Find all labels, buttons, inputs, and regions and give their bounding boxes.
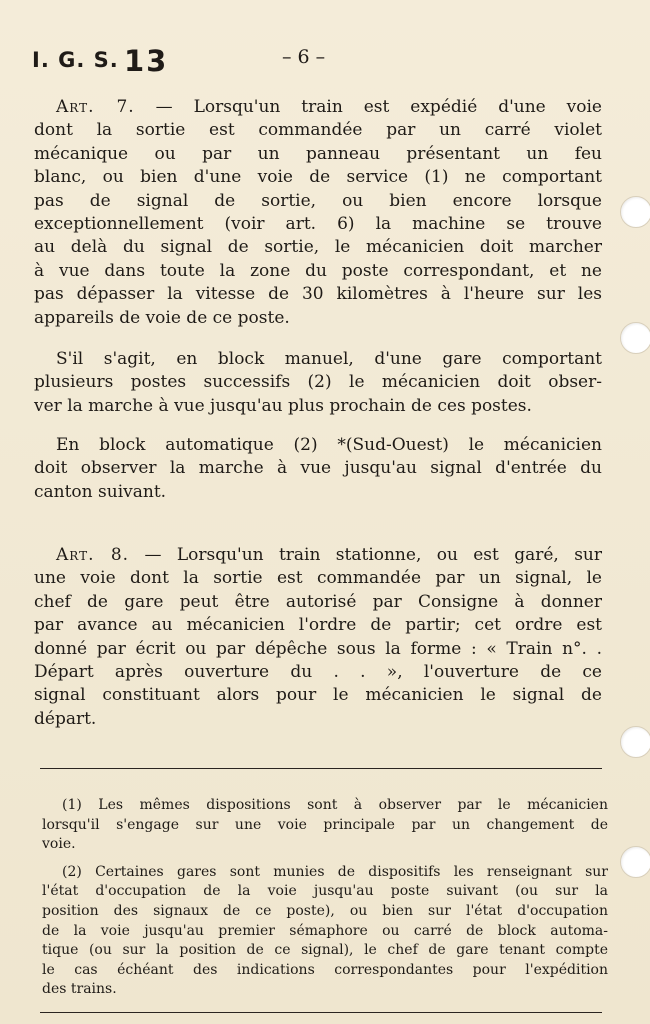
article-7-paragraph-3: [34, 434, 602, 504]
footnote-1-line: voie.: [42, 836, 76, 853]
article-7-line: Art. 7. — Lorsqu'un train est expédié d'une voie: [56, 97, 602, 117]
article-8-line: par avance au mécanicien l'ordre de partir; cet ordre est: [34, 615, 602, 636]
paragraph-line: ver la marche à vue jusqu'au plus prochain de ces postes.: [34, 395, 532, 416]
bottom-rule: [40, 1012, 602, 1013]
document-code: I. G. S.: [32, 48, 119, 72]
footnote-2-line: le cas échéant des indications correspondantes pour l'expédition: [42, 961, 608, 978]
footnotes: [42, 796, 608, 1000]
article-8: [34, 544, 602, 731]
article-8-line: signal constituant alors pour le mécanicien le signal de: [34, 685, 602, 706]
article-8-line: donné par écrit ou par dépêche sous la forme : « Train n°. .: [34, 638, 602, 659]
article-7-line: exceptionnellement (voir art. 6) la machine se trouve: [34, 214, 602, 235]
article-7-line: blanc, ou bien d'une voie de service (1) ne comportant: [34, 167, 602, 188]
article-8-line: Art. 8. — Lorsqu'un train stationne, ou est garé, sur: [56, 545, 602, 565]
article-8-line: chef de gare peut être autorisé par Consigne à donner: [34, 591, 602, 612]
article-7-line: pas dépasser la vitesse de 30 kilomètres à l'heure sur les: [34, 284, 602, 305]
paragraph-line: canton suivant.: [34, 481, 167, 502]
footnote-2-line: (2) Certaines gares sont munies de dispositifs les renseignant sur: [62, 863, 608, 880]
footnote-1-line: lorsqu'il s'engage sur une voie principale par un changement de: [42, 816, 608, 833]
page-header: [32, 44, 592, 84]
footnote-2-line: tique (ou sur la position de ce signal), le chef de gare tenant compte: [42, 942, 608, 959]
article-8-line: une voie dont la sortie est commandée par un signal, le: [34, 568, 602, 589]
punch-hole: [620, 322, 650, 354]
article-7-line: à vue dans toute la zone du poste correspondant, et ne: [34, 260, 602, 281]
article-8-line: Départ après ouverture du . . », l'ouverture de ce: [34, 662, 602, 683]
article-7-line: dont la sortie est commandée par un carré violet: [34, 120, 602, 141]
article-7-line: mécanique ou par un panneau présentant un feu: [34, 143, 602, 164]
article-7-paragraph-2: [34, 348, 602, 418]
footnote-2-line: de la voie jusqu'au premier sémaphore ou carré de block automa-: [42, 922, 608, 939]
article-7-label: Art. 7.: [56, 97, 135, 117]
footnote-1-line: (1) Les mêmes dispositions sont à observer par le mécanicien: [62, 797, 608, 813]
punch-hole: [620, 726, 650, 758]
article-7-line: pas de signal de sortie, ou bien encore lorsque: [34, 190, 602, 211]
article-8-label: Art. 8.: [56, 545, 130, 565]
page-number: – 6 –: [282, 46, 326, 68]
footnote-2-line: l'état d'occupation de la voie jusqu'au poste suivant (ou sur la: [42, 883, 608, 900]
footnote-2-line: des trains.: [42, 981, 117, 998]
paragraph-line: doit observer la marche à vue jusqu'au signal d'entrée du: [34, 458, 602, 479]
paragraph-line: S'il s'agit, en block manuel, d'une gare comportant: [56, 349, 602, 369]
footnote-2-line: position des signaux de ce poste), ou bien sur l'état d'occupation: [42, 902, 608, 919]
article-7-line: au delà du signal de sortie, le mécanicien doit marcher: [34, 237, 602, 258]
article-7-line: appareils de voie de ce poste.: [34, 307, 290, 328]
document-number: 13: [124, 44, 169, 78]
punch-hole: [620, 196, 650, 228]
paragraph-line: En block automatique (2) *(Sud-Ouest) le mécanicien: [56, 435, 602, 455]
paragraph-line: plusieurs postes successifs (2) le mécanicien doit obser-: [34, 372, 602, 393]
article-8-line: départ.: [34, 708, 97, 729]
article-7: [34, 96, 602, 330]
footnote-separator: [40, 768, 602, 769]
punch-hole: [620, 846, 650, 878]
